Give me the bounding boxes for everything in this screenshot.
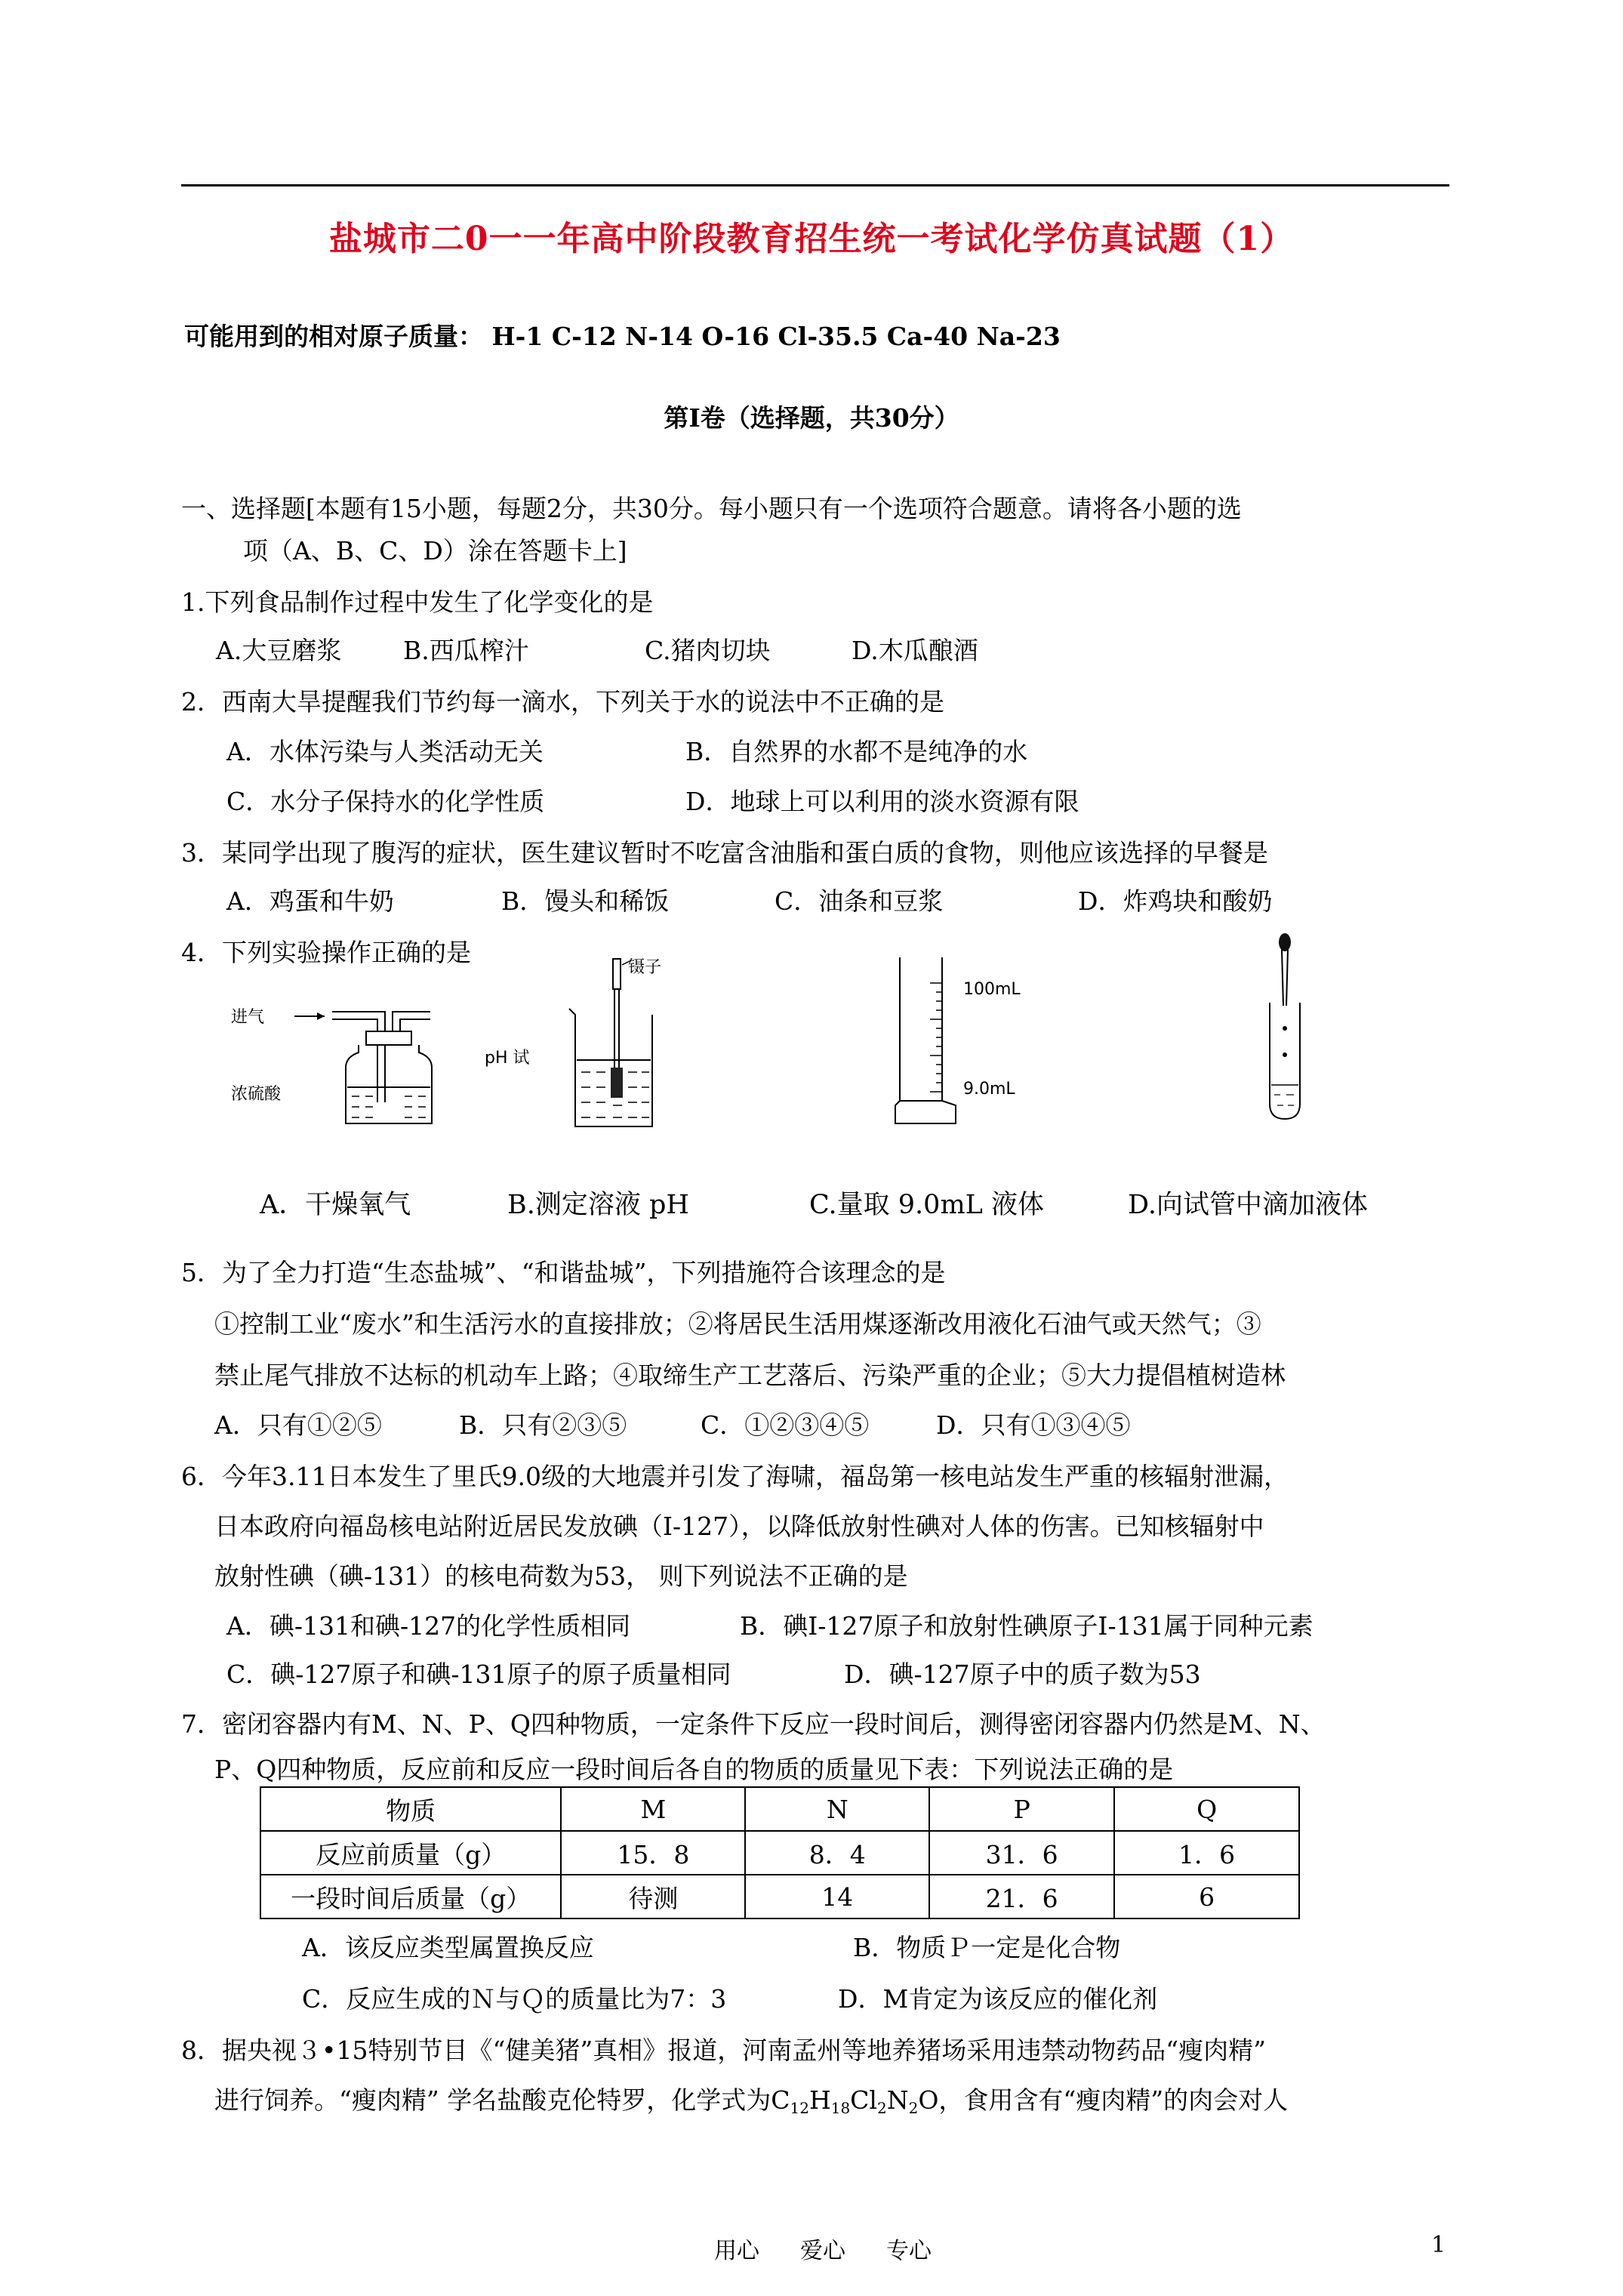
- q5-option-d: D．只有①③④⑤: [936, 1410, 1131, 1440]
- page-number: 1: [1431, 2232, 1446, 2258]
- q7-option-a: A．该反应类型属置换反应: [302, 1933, 594, 1962]
- q7-option-b: B．物质Ｐ一定是化合物: [853, 1933, 1121, 1962]
- q2-option-b: B．自然界的水都不是纯净的水: [685, 737, 1028, 766]
- q6-option-c: C．碘-127原子和碘-131原子的原子质量相同: [226, 1660, 731, 1689]
- exam-title: 盐城市二0一一年高中阶段教育招生统一考试化学仿真试题（1）: [328, 220, 1295, 258]
- table-cell: 21．6: [929, 1875, 1114, 1918]
- q7-mass-table: [260, 1786, 1300, 1919]
- q7-option-d: D．M肯定为该反应的催化剂: [838, 1984, 1158, 2014]
- q6-option-b: B．碘I-127原子和放射性碘原子I-131属于同种元素: [740, 1611, 1313, 1641]
- atomic-masses: 可能用到的相对原子质量： H-1 C-12 N-14 O-16 Cl-35.5 Ca-40 Na-23: [184, 322, 1061, 351]
- q5-body-2: 禁止尾气排放不达标的机动车上路；④取缔生产工艺落后、污染严重的企业；⑤大力提倡植树造林: [214, 1361, 1286, 1390]
- q5-option-c: C．①②③④⑤: [701, 1410, 870, 1440]
- q1-option-c: C.猪肉切块: [645, 636, 771, 665]
- q7-line-2: P、Q四种物质，反应前和反应一段时间后各自的物质的质量见下表：下列说法正确的是: [214, 1755, 1174, 1784]
- table-row: [260, 1831, 1299, 1875]
- q4-option-c: C.量取 9.0mL 液体: [809, 1190, 1045, 1220]
- q4-option-d: D.向试管中滴加液体: [1128, 1190, 1368, 1220]
- gas-washing-bottle-figure: [287, 974, 438, 1133]
- label-acid: 浓硫酸: [231, 1085, 282, 1104]
- q2-option-a: A．水体污染与人类活动无关: [226, 737, 544, 766]
- q8-line-1: 8．据央视３•15特别节目《“健美猪”真相》报道，河南孟州等地养猪场采用违禁动物药品“瘦肉精”: [181, 2036, 1266, 2065]
- q5-body-1: ①控制工业“废水”和生活污水的直接排放；②将居民生活用煤逐渐改用液化石油气或天然气；③: [214, 1309, 1261, 1339]
- beaker-ph-figure: [559, 954, 657, 1136]
- table-cell: 8．4: [745, 1831, 929, 1875]
- label-cylinder-top: 100mL: [963, 980, 1021, 999]
- q6-line-1: 6．今年3.11日本发生了里氏9.0级的大地震并引发了海啸，福岛第一核电站发生严重的核辐射泄漏，: [181, 1462, 1289, 1491]
- section1-heading-1: 一、选择题[本题有15小题，每题2分，共30分。每小题只有一个选项符合题意。请将各小题的选: [181, 494, 1242, 523]
- q4-stem: 4．下列实验操作正确的是: [181, 938, 471, 967]
- table-cell: 1．6: [1114, 1831, 1299, 1875]
- label-ph-paper: pH 试: [485, 1049, 530, 1068]
- q3-option-b: B．馒头和稀饭: [501, 886, 670, 916]
- test-tube-dropper-figure: [1255, 930, 1315, 1126]
- q3-stem: 3．某同学出现了腹泻的症状，医生建议暂时不吃富含油脂和蛋白质的食物，则他应该选择的早餐是: [181, 838, 1268, 868]
- q7-option-c: C．反应生成的Ｎ与Ｑ的质量比为7：3: [302, 1984, 727, 2014]
- q3-option-d: D．炸鸡块和酸奶: [1078, 886, 1273, 916]
- q6-line-2: 日本政府向福岛核电站附近居民发放碘（I-127），以降低放射性碘对人体的伤害。已知核辐射中: [214, 1512, 1264, 1541]
- table-header-cell: 物质: [260, 1787, 561, 1831]
- table-cell: 14: [745, 1875, 929, 1918]
- q1-option-b: B.西瓜榨汁: [403, 636, 529, 665]
- q1-option-d: D.木瓜酿酒: [852, 636, 978, 665]
- q1-stem: 1.下列食品制作过程中发生了化学变化的是: [181, 587, 654, 617]
- q8-line-2-end: ，食用含有“瘦肉精”的肉会对人: [938, 2085, 1289, 2115]
- q8-line-2-start: 进行饲养。“瘦肉精” 学名盐酸克伦特罗，化学式为: [214, 2085, 771, 2115]
- table-header-row: [260, 1787, 1299, 1831]
- footer-motto-2: 爱心: [800, 2238, 845, 2264]
- section1-heading-2: 项（A、B、C、D）涂在答题卡上]: [243, 536, 627, 566]
- q6-option-a: A．碘-131和碘-127的化学性质相同: [226, 1611, 631, 1641]
- footer-motto-3: 专心: [886, 2238, 932, 2264]
- top-rule: [181, 184, 1449, 186]
- table-cell: 6: [1114, 1875, 1299, 1918]
- table-cell: 31．6: [929, 1831, 1114, 1875]
- q3-option-c: C．油条和豆浆: [775, 886, 944, 916]
- section-title: 第Ⅰ卷（选择题，共30分）: [664, 403, 959, 433]
- table-header-cell: N: [745, 1787, 929, 1831]
- graduated-cylinder-figure: [891, 953, 959, 1126]
- chemical-formula: $C_{12}H_{18}Cl_2N_2O$: [771, 2085, 939, 2117]
- q1-option-a: A.大豆磨浆: [216, 636, 342, 665]
- table-header-cell: P: [929, 1787, 1114, 1831]
- q7-line-1: 7．密闭容器内有M、N、P、Q四种物质，一定条件下反应一段时间后，测得密闭容器内仍然是M、N、: [181, 1709, 1326, 1739]
- q8-line-2: [214, 2085, 1288, 2123]
- label-inlet: 进气: [231, 1008, 265, 1027]
- table-row: [260, 1875, 1299, 1918]
- table-cell: 待测: [561, 1875, 745, 1918]
- label-tweezers: 镊子: [628, 958, 662, 977]
- table-cell: 一段时间后质量（g）: [260, 1875, 561, 1918]
- table-cell: 反应前质量（g）: [260, 1831, 561, 1875]
- q5-option-b: B．只有②③⑤: [459, 1410, 627, 1440]
- q5-option-a: A．只有①②⑤: [214, 1410, 382, 1440]
- q4-option-b: B.测定溶液 pH: [507, 1190, 689, 1220]
- table-header-cell: Q: [1114, 1787, 1299, 1831]
- q5-stem: 5．为了全力打造“生态盐城”、“和谐盐城”，下列措施符合该理念的是: [181, 1258, 946, 1287]
- q3-option-a: A．鸡蛋和牛奶: [226, 886, 394, 916]
- q6-line-3: 放射性碘（碘-131）的核电荷数为53， 则下列说法不正确的是: [214, 1561, 908, 1591]
- table-header-cell: M: [561, 1787, 745, 1831]
- q6-option-d: D．碘-127原子中的质子数为53: [844, 1660, 1201, 1689]
- q4-option-a: A．干燥氧气: [260, 1190, 411, 1220]
- q2-option-c: C．水分子保持水的化学性质: [226, 787, 545, 816]
- table-cell: 15．8: [561, 1831, 745, 1875]
- label-cylinder-mark: 9.0mL: [963, 1080, 1015, 1099]
- q2-option-d: D．地球上可以利用的淡水资源有限: [685, 787, 1079, 816]
- footer-motto-1: 用心: [714, 2238, 759, 2264]
- q2-stem: 2．西南大旱提醒我们节约每一滴水，下列关于水的说法中不正确的是: [181, 687, 944, 717]
